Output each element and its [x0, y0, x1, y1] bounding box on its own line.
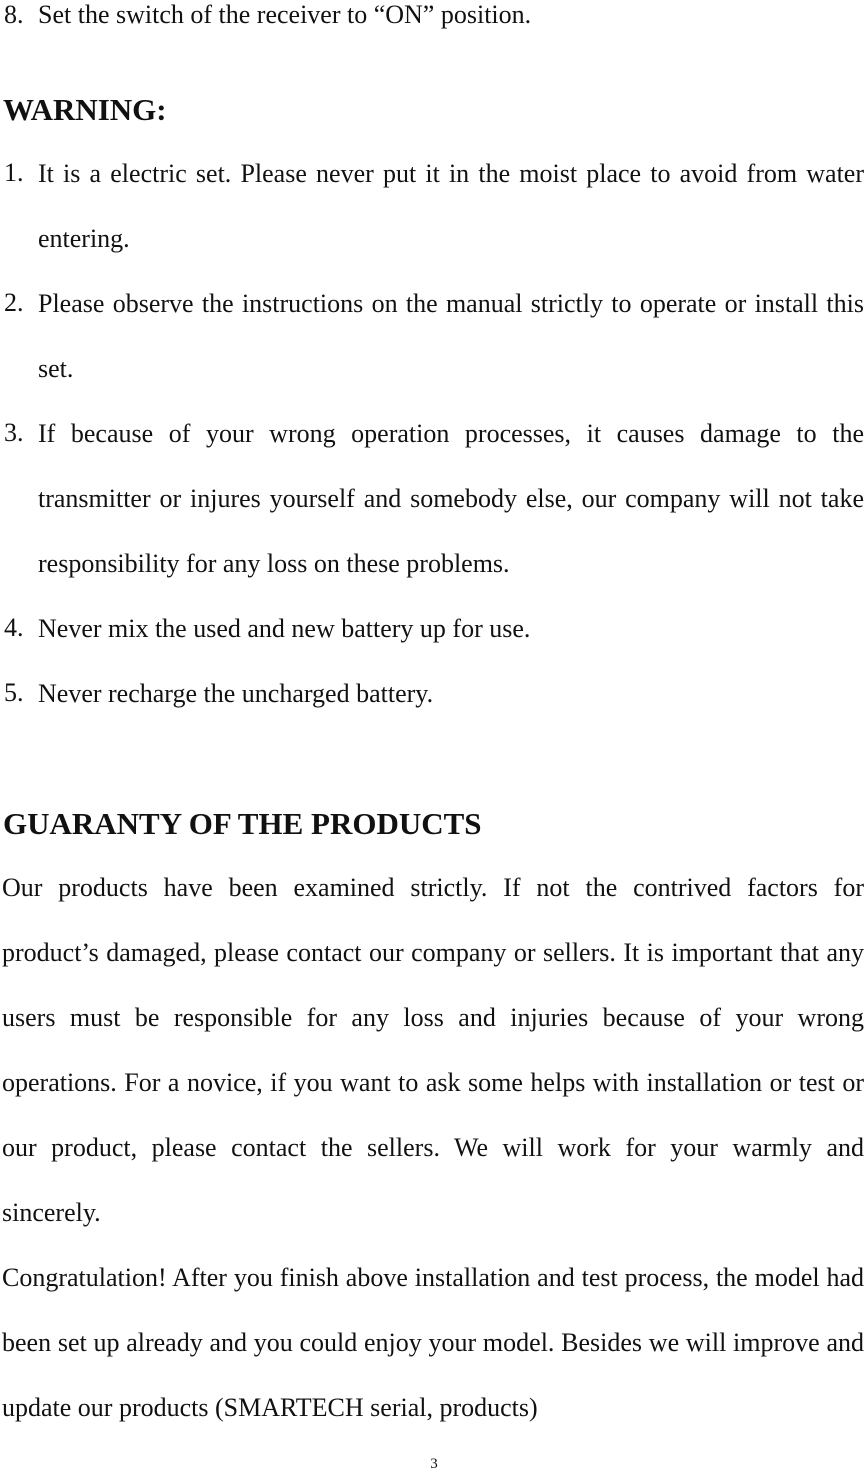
list-item-number: 5. — [4, 678, 24, 707]
guaranty-heading: GUARANTY OF THE PRODUCTS — [3, 806, 482, 841]
list-item-text: Set the switch of the receiver to “ON” position. — [38, 0, 532, 29]
list-item-number: 1. — [4, 158, 24, 187]
list-item-number: 4. — [4, 613, 24, 642]
list-item-text: If because of your wrong operation processes, it causes damage to the transmitter or injures yourself and somebody else, our company will not take responsibility for any loss on these problems. — [38, 419, 864, 578]
list-item-text: It is a electric set. Please never put it in the moist place to avoid from water entering. — [38, 159, 864, 253]
page-number: 3 — [430, 1456, 438, 1472]
guaranty-paragraph-2: Congratulation! After you finish above installation and test process, the model had been set up already and you could enjoy your model. Besides we will improve and update our products (SMARTECH serial, products) — [2, 1263, 864, 1422]
guaranty-paragraph-1: Our products have been examined strictly. If not the contrived factors for product’s damaged, please contact our company or sellers. It is important that any users must be responsible for any loss and injuries because of your wrong operations. For a novice, if you want to ask some helps with installation or test or our product, please contact the sellers. We will work for your warmly and sincerely. — [2, 873, 864, 1227]
list-item-number: 3. — [4, 418, 24, 447]
list-item-number: 2. — [4, 288, 24, 317]
list-item-number: 8. — [4, 0, 24, 29]
list-item-text: Never mix the used and new battery up for use. — [38, 614, 531, 643]
list-item-text: Never recharge the uncharged battery. — [38, 679, 434, 708]
list-item-text: Please observe the instructions on the manual strictly to operate or install this set. — [38, 289, 864, 383]
warning-heading: WARNING: — [3, 92, 167, 127]
